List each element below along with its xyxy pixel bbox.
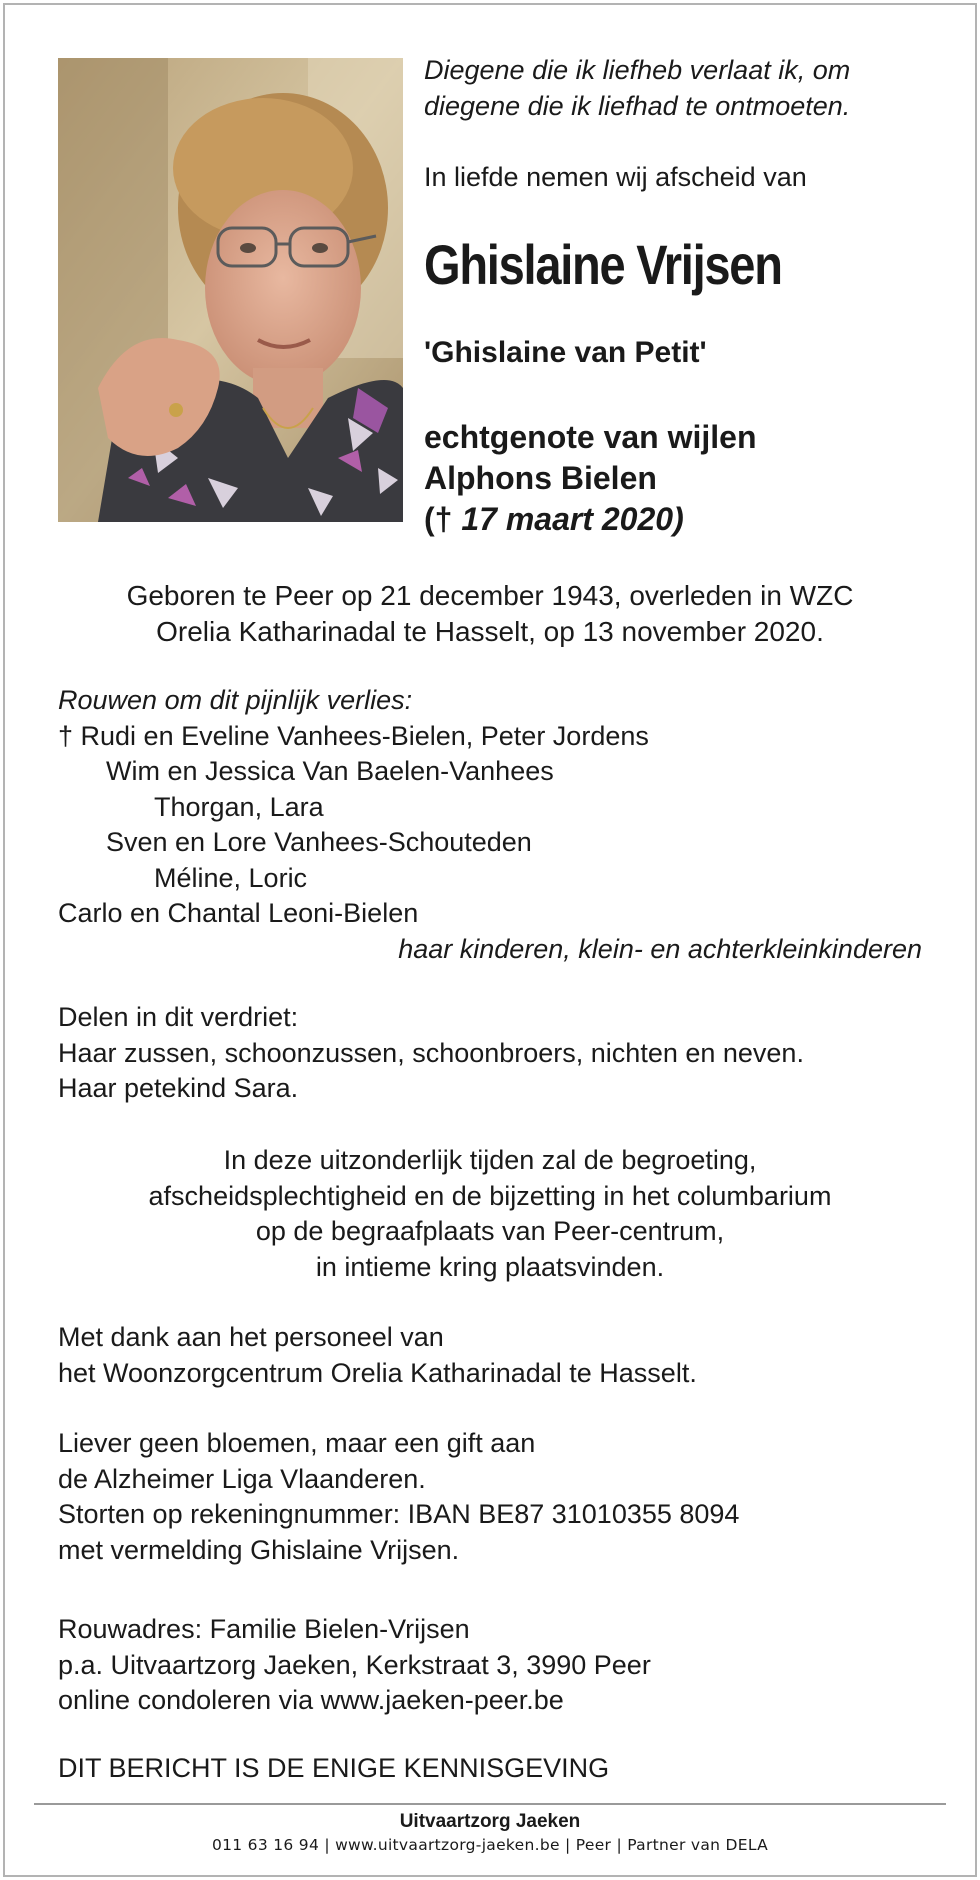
thanks-line: Met dank aan het personeel van [58, 1322, 444, 1352]
ceremony-line: In deze uitzonderlijk tijden zal de begroeting, [223, 1145, 757, 1175]
spouse-date: 17 maart 2020) [461, 501, 684, 537]
notice-text: DIT BERICHT IS DE ENIGE KENNISGEVING [58, 1753, 610, 1783]
opening-quote [424, 52, 924, 124]
gift-line: de Alzheimer Liga Vlaanderen. [58, 1463, 426, 1494]
share-line: Haar zussen, schoonzussen, schoonbroers, nichten en neven. [58, 1037, 804, 1068]
gift-line: Liever geen bloemen, maar een gift aan [58, 1428, 536, 1458]
share-line: Haar petekind Sara. [58, 1073, 299, 1103]
mourner-line: Carlo en Chantal Leoni-Bielen [58, 898, 419, 928]
mourners-list [58, 683, 922, 967]
condolence-link: online condoleren via www.jaeken-peer.be [58, 1685, 564, 1715]
quote-line: diegene die ik liefhad te ontmoeten. [424, 91, 851, 121]
ceremony-line: in intieme kring plaatsvinden. [315, 1251, 665, 1282]
portrait-photo [58, 58, 403, 522]
ceremony-line: afscheidsplechtigheid en de bijzetting in het columbarium [148, 1180, 832, 1211]
intro-text: In liefde nemen wij afscheid van [424, 162, 807, 192]
footer-contact: 011 63 16 94 | www.uitvaartzorg-jaeken.be | Peer | Partner van DELA [211, 1836, 769, 1854]
born-line: Orelia Katharinadal te Hasselt, op 13 november 2020. [156, 616, 824, 647]
mourner-line: Sven en Lore Vanhees-Schouteden [106, 827, 532, 857]
share-grief [58, 1000, 938, 1107]
born-line: Geboren te Peer op 21 december 1943, overleden in WZC [126, 580, 854, 611]
footer-title: Uitvaartzorg Jaeken [399, 1811, 581, 1832]
quote-line: Diegene die ik liefheb verlaat ik, om [424, 55, 851, 85]
birth-death-info [58, 578, 922, 650]
mourner-line: Wim en Jessica Van Baelen-Vanhees [106, 756, 554, 786]
donation-info [58, 1426, 938, 1568]
thanks-line: het Woonzorgcentrum Orelia Katharinadal te Hasselt. [58, 1357, 697, 1388]
mourning-address [58, 1612, 938, 1719]
footer-divider [34, 1803, 946, 1805]
mourner-line: Méline, Loric [154, 862, 308, 893]
thanks-note [58, 1320, 938, 1391]
address-line: p.a. Uitvaartzorg Jaeken, Kerkstraat 3, 3990 Peer [58, 1649, 651, 1680]
spouse-open-paren: ( [424, 501, 435, 537]
address-line: Rouwadres: Familie Bielen-Vrijsen [58, 1614, 470, 1644]
deceased-name: Ghislaine Vrijsen [424, 233, 782, 296]
iban-line: Storten op rekeningnummer: IBAN BE87 31010355 8094 [58, 1499, 740, 1529]
spouse-death-date [424, 499, 757, 540]
spouse-name: Alphons Bielen [424, 460, 657, 496]
mourners-heading: Rouwen om dit pijnlijk verlies: [58, 685, 413, 715]
ceremony-line: op de begraafplaats van Peer-centrum, [255, 1216, 725, 1246]
share-heading: Delen in dit verdriet: [58, 1002, 299, 1032]
gift-line: met vermelding Ghislaine Vrijsen. [58, 1534, 460, 1565]
ceremony-info [58, 1143, 922, 1285]
mourner-line: † Rudi en Eveline Vanhees-Bielen, Peter Jordens [58, 720, 649, 751]
spouse-block [424, 417, 757, 540]
nickname: 'Ghislaine van Petit' [424, 336, 707, 369]
mourner-line: Thorgan, Lara [154, 791, 324, 822]
mourners-relation: haar kinderen, klein- en achterkleinkinderen [398, 933, 922, 964]
spouse-line: echtgenote van wijlen [424, 419, 757, 455]
cross-icon: † [434, 501, 453, 537]
